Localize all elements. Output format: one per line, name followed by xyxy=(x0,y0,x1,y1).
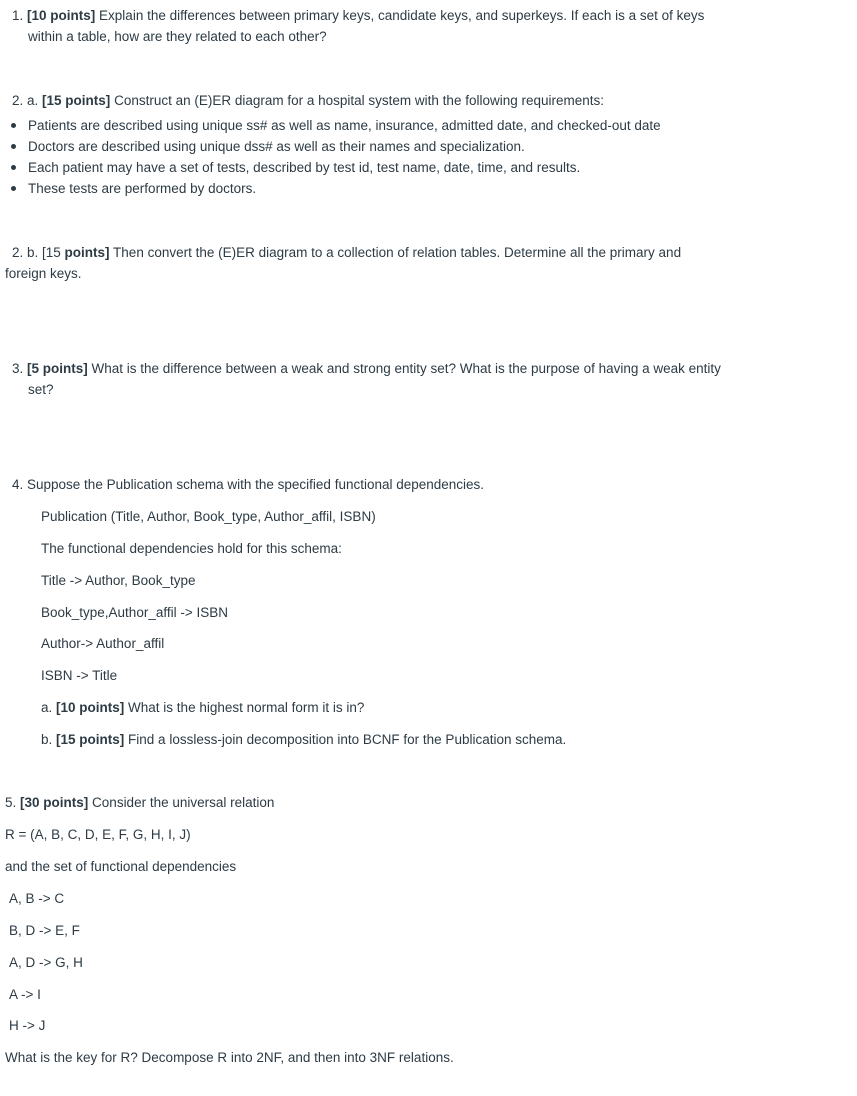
q2b-line1 xyxy=(12,244,681,262)
q5-fd-intro: and the set of functional dependencies xyxy=(5,859,237,874)
q4-fd: Title -> Author, Book_type xyxy=(41,573,196,588)
q3-points: [5 points] xyxy=(27,361,88,376)
q2b-points: points] xyxy=(64,245,110,260)
q4-schema: Publication (Title, Author, Book_type, Author_affil, ISBN) xyxy=(41,509,376,524)
list-item: Patients are described using unique ss# as well as name, insurance, admitted date, and checked-out date xyxy=(10,115,661,136)
q4b-label: b. xyxy=(41,732,53,747)
q3-number: 3. xyxy=(12,361,24,376)
q2b-text-line2: foreign keys. xyxy=(5,266,82,281)
q5-points: [30 points] xyxy=(20,795,89,810)
q5-fd: A, D -> G, H xyxy=(9,955,83,970)
q4a-line xyxy=(41,699,364,717)
q5-closing: What is the key for R? Decompose R into 2NF, and then into 3NF relations. xyxy=(5,1050,454,1065)
q3-line1 xyxy=(12,360,721,378)
q4b-text: Find a lossless-join decomposition into BCNF for the Publication schema. xyxy=(124,732,567,747)
q5-fd: B, D -> E, F xyxy=(9,923,80,938)
q4a-label: a. xyxy=(41,700,53,715)
q5-fd: H -> J xyxy=(9,1018,46,1033)
q1-line1 xyxy=(12,7,704,25)
q4b-points: [15 points] xyxy=(56,732,125,747)
q2a-points: [15 points] xyxy=(42,93,111,108)
q4b-line xyxy=(41,731,566,749)
q2b-number: 2. b. [15 xyxy=(12,245,65,260)
q2a-text: Construct an (E)ER diagram for a hospital system with the following requirements: xyxy=(110,93,605,108)
q4-intro: 4. Suppose the Publication schema with the specified functional dependencies. xyxy=(12,477,485,492)
q5-line xyxy=(5,794,274,812)
q4-fd: Book_type,Author_affil -> ISBN xyxy=(41,605,228,620)
q1-points: [10 points] xyxy=(27,8,96,23)
q2a-line xyxy=(12,92,604,110)
q2a-number: 2. a. xyxy=(12,93,39,108)
q4-fd: Author-> Author_affil xyxy=(41,636,165,651)
q1-text-line2: within a table, how are they related to each other? xyxy=(28,29,327,44)
q4-fd-intro: The functional dependencies hold for this schema: xyxy=(41,541,342,556)
q4-fd: ISBN -> Title xyxy=(41,668,118,683)
q1-text-line1: Explain the differences between primary keys, candidate keys, and superkeys. If each is a set of keys xyxy=(95,8,705,23)
q5-text: Consider the universal relation xyxy=(88,795,275,810)
list-item: These tests are performed by doctors. xyxy=(10,178,661,199)
q3-text-line1: What is the difference between a weak and strong entity set? What is the purpose of having a weak entity xyxy=(87,361,721,376)
list-item: Each patient may have a set of tests, described by test id, test name, date, time, and results. xyxy=(10,157,661,178)
q5-relation: R = (A, B, C, D, E, F, G, H, I, J) xyxy=(5,827,191,842)
q3-text-line2: set? xyxy=(28,382,54,397)
q4a-points: [10 points] xyxy=(56,700,125,715)
q5-number: 5. xyxy=(5,795,17,810)
q5-fd: A -> I xyxy=(9,987,41,1002)
q5-fd: A, B -> C xyxy=(9,891,65,906)
q1-number: 1. xyxy=(12,8,24,23)
q4a-text: What is the highest normal form it is in? xyxy=(124,700,365,715)
q2a-requirements-list xyxy=(10,115,661,199)
list-item: Doctors are described using unique dss# as well as their names and specialization. xyxy=(10,136,661,157)
q2b-text-line1: Then convert the (E)ER diagram to a collection of relation tables. Determine all the primary and xyxy=(109,245,682,260)
